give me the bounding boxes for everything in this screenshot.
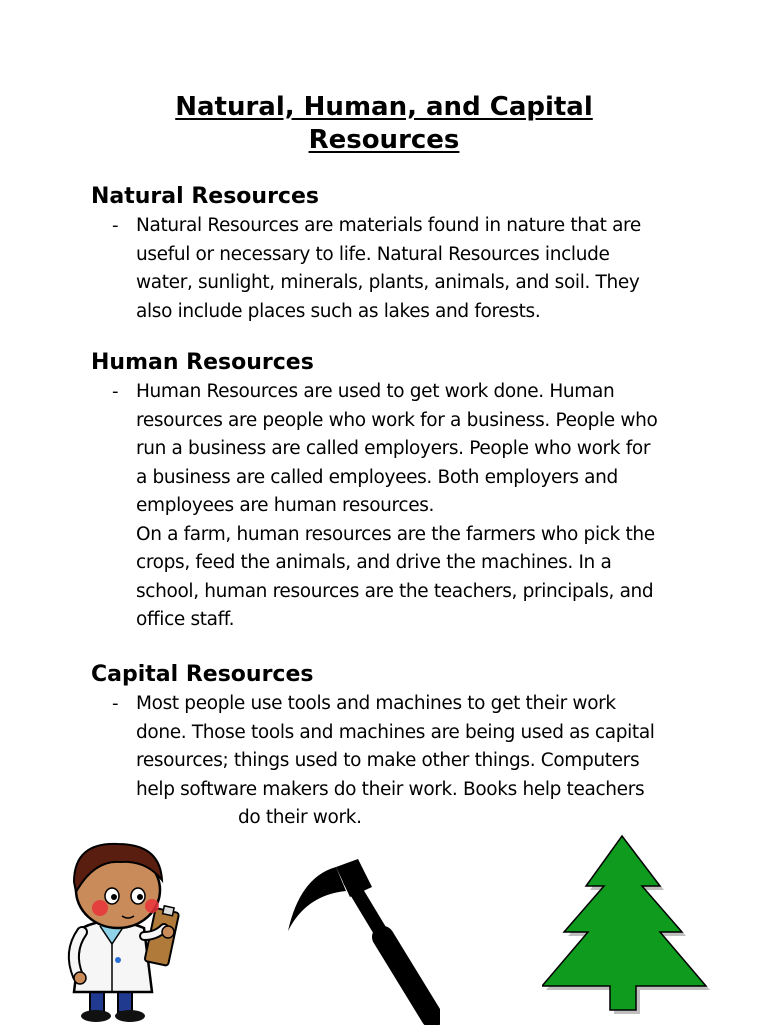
section-text-human: Human Resources are used to get work done. Human resources are people who work for a business. People who run a business are called employers. People who work for a business are called employees. Both employers and employees are human resources. On a farm, human resources are the farmers who pick the crops, feed the animals, and drive the machines. In a school, human resources are the teachers, principals, and office staff. — [136, 381, 658, 630]
section-text-natural: Natural Resources are materials found in nature that are useful or necessary to life. Natural Resources include water, sunlight, minerals, plants, animals, and soil. They also include places such as lakes and forests. — [136, 215, 641, 322]
section-text-capital-continuation: do their work. — [238, 807, 362, 828]
title-line-1: Natural, Human, and Capital — [175, 92, 593, 122]
doctor-illustration — [60, 836, 190, 1024]
bullet-dash: - — [112, 381, 119, 402]
bullet-dash: - — [112, 693, 119, 714]
hammer-icon — [280, 855, 440, 1025]
pine-tree-icon — [542, 834, 712, 1016]
title-line-2: Resources — [308, 125, 460, 155]
page-title — [0, 91, 768, 157]
section-text-capital: Most people use tools and machines to get their work done. Those tools and machines are being used as capital resources; things used to make other things. Computers help software makers do their work. Books help teachers — [136, 693, 655, 800]
section-heading-capital: Capital Resources — [91, 662, 314, 687]
bullet-dash: - — [112, 215, 119, 236]
section-heading-natural: Natural Resources — [91, 184, 319, 209]
section-heading-human: Human Resources — [91, 350, 314, 375]
